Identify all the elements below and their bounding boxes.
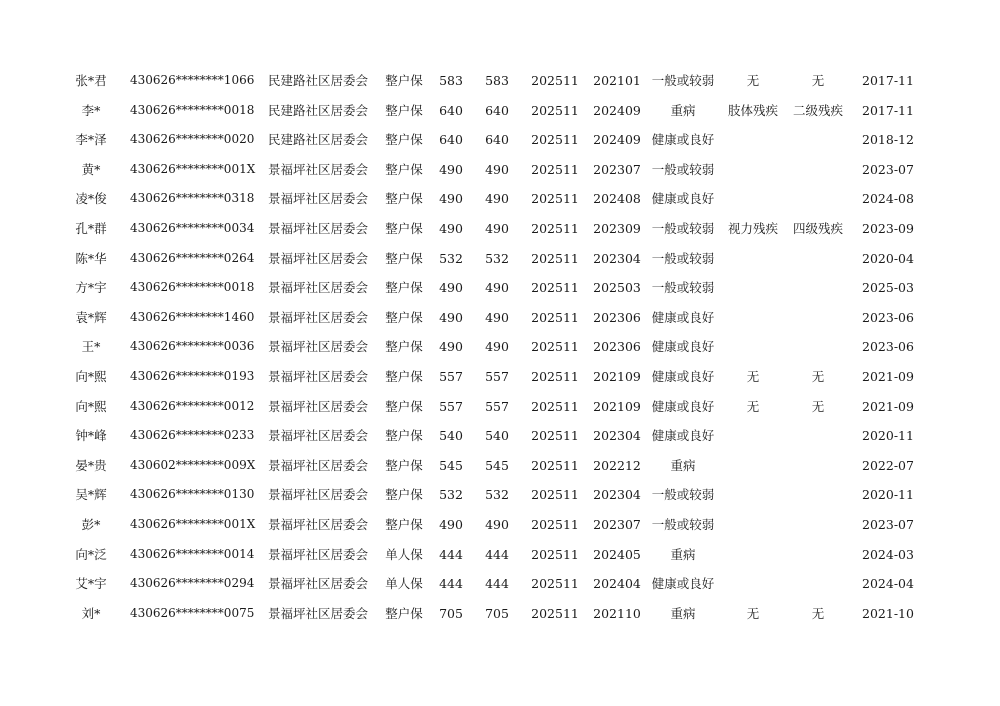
coverage-type-cell: 整户保 xyxy=(385,457,423,473)
community-cell: 景福坪社区居委会 xyxy=(267,220,368,236)
payment-amount-cell: 490 xyxy=(485,309,509,325)
disability-type-cell xyxy=(724,480,782,510)
health-status-cell: 重病 xyxy=(670,605,696,621)
disability-type-cell xyxy=(724,125,782,155)
community-cell: 景福坪社区居委会 xyxy=(267,428,368,444)
standard-amount-cell: 490 xyxy=(439,161,463,177)
approval-date-cell: 2020-11 xyxy=(862,428,914,444)
disability-level-cell xyxy=(788,451,848,481)
table-row xyxy=(0,244,1000,274)
community-cell: 景福坪社区居委会 xyxy=(267,339,368,355)
disability-type-cell xyxy=(724,421,782,451)
approval-date-cell: 2020-04 xyxy=(862,250,914,266)
pay-month-cell: 202511 xyxy=(531,368,579,384)
disability-level-cell xyxy=(788,421,848,451)
start-month-cell: 202212 xyxy=(593,457,641,473)
start-month-cell: 202109 xyxy=(593,368,641,384)
table-row xyxy=(0,599,1000,629)
table-row xyxy=(0,273,1000,303)
pay-month-cell: 202511 xyxy=(531,191,579,207)
coverage-type-cell: 整户保 xyxy=(385,102,423,118)
payment-amount-cell: 640 xyxy=(485,102,509,118)
community-cell: 民建路社区居委会 xyxy=(267,73,368,88)
standard-amount-cell: 545 xyxy=(439,457,463,473)
coverage-type-cell: 整户保 xyxy=(385,428,423,444)
approval-date-cell: 2024-04 xyxy=(862,576,914,592)
approval-date-cell: 2021-10 xyxy=(862,605,914,621)
standard-amount-cell: 490 xyxy=(439,339,463,355)
start-month-cell: 202304 xyxy=(593,428,641,444)
id-number-cell: 430602********009X xyxy=(130,457,256,472)
community-cell: 景福坪社区居委会 xyxy=(267,309,368,325)
disability-level-cell xyxy=(788,244,848,274)
pay-month-cell: 202511 xyxy=(531,102,579,118)
start-month-cell: 202309 xyxy=(593,220,641,236)
table-row xyxy=(0,125,1000,155)
community-cell: 景福坪社区居委会 xyxy=(267,368,368,384)
payment-amount-cell: 540 xyxy=(485,428,509,444)
community-cell: 景福坪社区居委会 xyxy=(267,487,368,503)
approval-date-cell: 2022-07 xyxy=(862,457,914,473)
standard-amount-cell: 640 xyxy=(439,132,463,148)
name-cell: 刘* xyxy=(81,605,101,621)
approval-date-cell: 2021-09 xyxy=(862,398,914,414)
start-month-cell: 202405 xyxy=(593,546,641,562)
community-cell: 景福坪社区居委会 xyxy=(267,191,368,207)
table-row xyxy=(0,392,1000,422)
id-number-cell: 430626********0193 xyxy=(130,368,255,383)
standard-amount-cell: 490 xyxy=(439,191,463,207)
health-status-cell: 健康或良好 xyxy=(651,339,715,355)
pay-month-cell: 202511 xyxy=(531,457,579,473)
start-month-cell: 202307 xyxy=(593,516,641,532)
disability-type-cell xyxy=(724,155,782,185)
table-row xyxy=(0,155,1000,185)
name-cell: 袁*辉 xyxy=(75,309,107,325)
id-number-cell: 430626********0034 xyxy=(130,220,255,235)
approval-date-cell: 2024-08 xyxy=(862,191,914,207)
payment-amount-cell: 557 xyxy=(485,398,509,414)
payment-amount-cell: 490 xyxy=(485,280,509,296)
pay-month-cell: 202511 xyxy=(531,428,579,444)
disability-level-cell xyxy=(788,540,848,570)
disability-type-cell xyxy=(724,273,782,303)
approval-date-cell: 2024-03 xyxy=(862,546,914,562)
coverage-type-cell: 整户保 xyxy=(385,516,423,532)
disability-type-cell xyxy=(724,451,782,481)
start-month-cell: 202306 xyxy=(593,339,641,355)
coverage-type-cell: 整户保 xyxy=(385,398,423,414)
pay-month-cell: 202511 xyxy=(531,250,579,266)
health-status-cell: 一般或较弱 xyxy=(651,487,715,503)
name-cell: 艾*宇 xyxy=(75,576,107,592)
pay-month-cell: 202511 xyxy=(531,546,579,562)
approval-date-cell: 2023-06 xyxy=(862,309,914,325)
payment-amount-cell: 490 xyxy=(485,191,509,207)
table-row xyxy=(0,96,1000,126)
disability-type-cell xyxy=(724,303,782,333)
standard-amount-cell: 540 xyxy=(439,428,463,444)
table-row xyxy=(0,569,1000,599)
start-month-cell: 202408 xyxy=(593,191,641,207)
health-status-cell: 一般或较弱 xyxy=(651,161,715,177)
approval-date-cell: 2023-09 xyxy=(862,220,914,236)
disability-level-cell xyxy=(788,510,848,540)
approval-date-cell: 2023-07 xyxy=(862,516,914,532)
pay-month-cell: 202511 xyxy=(531,605,579,621)
health-status-cell: 重病 xyxy=(670,457,696,473)
start-month-cell: 202409 xyxy=(593,132,641,148)
approval-date-cell: 2023-07 xyxy=(862,161,914,177)
community-cell: 景福坪社区居委会 xyxy=(267,250,368,266)
table-row xyxy=(0,362,1000,392)
payment-amount-cell: 532 xyxy=(485,250,509,266)
health-status-cell: 重病 xyxy=(670,546,696,562)
coverage-type-cell: 整户保 xyxy=(385,132,423,148)
table-row xyxy=(0,214,1000,244)
table-row xyxy=(0,540,1000,570)
disability-level-cell xyxy=(788,273,848,303)
pay-month-cell: 202511 xyxy=(531,220,579,236)
health-status-cell: 一般或较弱 xyxy=(651,250,715,266)
id-number-cell: 430626********1460 xyxy=(130,309,255,324)
pay-month-cell: 202511 xyxy=(531,339,579,355)
disability-level-cell xyxy=(788,480,848,510)
approval-date-cell: 2020-11 xyxy=(862,487,914,503)
payment-amount-cell: 583 xyxy=(485,73,509,88)
id-number-cell: 430626********0130 xyxy=(130,487,255,502)
id-number-cell: 430626********0233 xyxy=(130,428,255,443)
disability-level-cell xyxy=(788,569,848,599)
coverage-type-cell: 整户保 xyxy=(385,250,423,266)
coverage-type-cell: 整户保 xyxy=(385,309,423,325)
disability-type-cell: 无 xyxy=(746,605,760,621)
health-status-cell: 健康或良好 xyxy=(651,428,715,444)
id-number-cell: 430626********001X xyxy=(130,516,256,531)
id-number-cell: 430626********1066 xyxy=(130,73,255,87)
payment-amount-cell: 557 xyxy=(485,368,509,384)
name-cell: 孔*群 xyxy=(75,220,107,236)
standard-amount-cell: 490 xyxy=(439,516,463,532)
name-cell: 向*熙 xyxy=(75,398,107,414)
health-status-cell: 一般或较弱 xyxy=(651,73,715,88)
disability-type-cell: 肢体残疾 xyxy=(727,102,778,118)
community-cell: 民建路社区居委会 xyxy=(267,132,368,148)
table-row xyxy=(0,332,1000,362)
pay-month-cell: 202511 xyxy=(531,516,579,532)
community-cell: 景福坪社区居委会 xyxy=(267,516,368,532)
disability-level-cell xyxy=(788,125,848,155)
start-month-cell: 202110 xyxy=(593,605,641,621)
payment-amount-cell: 490 xyxy=(485,161,509,177)
id-number-cell: 430626********0018 xyxy=(130,102,255,117)
payment-amount-cell: 545 xyxy=(485,457,509,473)
payment-amount-cell: 640 xyxy=(485,132,509,148)
start-month-cell: 202503 xyxy=(593,280,641,296)
payment-amount-cell: 444 xyxy=(485,546,509,562)
pay-month-cell: 202511 xyxy=(531,132,579,148)
coverage-type-cell: 整户保 xyxy=(385,487,423,503)
disability-level-cell xyxy=(788,332,848,362)
pay-month-cell: 202511 xyxy=(531,576,579,592)
coverage-type-cell: 整户保 xyxy=(385,280,423,296)
table-row xyxy=(0,510,1000,540)
health-status-cell: 重病 xyxy=(670,102,696,118)
id-number-cell: 430626********0036 xyxy=(130,339,255,354)
id-number-cell: 430626********0318 xyxy=(130,191,255,206)
disability-level-cell: 无 xyxy=(811,368,825,384)
coverage-type-cell: 整户保 xyxy=(385,605,423,621)
disability-type-cell xyxy=(724,244,782,274)
health-status-cell: 一般或较弱 xyxy=(651,220,715,236)
name-cell: 吴*辉 xyxy=(75,487,107,503)
payment-amount-cell: 532 xyxy=(485,487,509,503)
payment-amount-cell: 705 xyxy=(485,605,509,621)
community-cell: 景福坪社区居委会 xyxy=(267,280,368,296)
coverage-type-cell: 整户保 xyxy=(385,220,423,236)
name-cell: 李*泽 xyxy=(75,132,107,148)
standard-amount-cell: 532 xyxy=(439,487,463,503)
start-month-cell: 202304 xyxy=(593,250,641,266)
name-cell: 李* xyxy=(81,102,101,118)
community-cell: 民建路社区居委会 xyxy=(267,102,368,118)
health-status-cell: 健康或良好 xyxy=(651,132,715,148)
id-number-cell: 430626********0264 xyxy=(130,250,255,265)
health-status-cell: 一般或较弱 xyxy=(651,280,715,296)
start-month-cell: 202307 xyxy=(593,161,641,177)
community-cell: 景福坪社区居委会 xyxy=(267,576,368,592)
name-cell: 向*泛 xyxy=(75,546,107,562)
data-table xyxy=(0,66,1000,628)
table-row xyxy=(0,480,1000,510)
table-row xyxy=(0,184,1000,214)
health-status-cell: 健康或良好 xyxy=(651,576,715,592)
standard-amount-cell: 490 xyxy=(439,220,463,236)
id-number-cell: 430626********0012 xyxy=(130,398,255,413)
start-month-cell: 202306 xyxy=(593,309,641,325)
standard-amount-cell: 557 xyxy=(439,368,463,384)
start-month-cell: 202409 xyxy=(593,102,641,118)
table-row xyxy=(0,66,1000,96)
pay-month-cell: 202511 xyxy=(531,73,579,88)
community-cell: 景福坪社区居委会 xyxy=(267,605,368,621)
health-status-cell: 健康或良好 xyxy=(651,309,715,325)
pay-month-cell: 202511 xyxy=(531,280,579,296)
start-month-cell: 202404 xyxy=(593,576,641,592)
coverage-type-cell: 单人保 xyxy=(385,576,423,592)
disability-type-cell xyxy=(724,569,782,599)
name-cell: 晏*贵 xyxy=(75,457,107,473)
standard-amount-cell: 532 xyxy=(439,250,463,266)
id-number-cell: 430626********0294 xyxy=(130,576,255,591)
standard-amount-cell: 490 xyxy=(439,280,463,296)
disability-type-cell: 无 xyxy=(746,368,760,384)
health-status-cell: 健康或良好 xyxy=(651,191,715,207)
id-number-cell: 430626********001X xyxy=(130,161,256,176)
community-cell: 景福坪社区居委会 xyxy=(267,398,368,414)
standard-amount-cell: 557 xyxy=(439,398,463,414)
id-number-cell: 430626********0020 xyxy=(130,132,255,147)
pay-month-cell: 202511 xyxy=(531,398,579,414)
payment-amount-cell: 490 xyxy=(485,220,509,236)
start-month-cell: 202101 xyxy=(593,73,641,88)
table-row xyxy=(0,451,1000,481)
name-cell: 钟*峰 xyxy=(75,428,107,444)
payment-amount-cell: 490 xyxy=(485,516,509,532)
id-number-cell: 430626********0018 xyxy=(130,280,255,295)
name-cell: 凌*俊 xyxy=(75,191,107,207)
payment-amount-cell: 444 xyxy=(485,576,509,592)
disability-type-cell xyxy=(724,540,782,570)
disability-type-cell xyxy=(724,510,782,540)
approval-date-cell: 2017-11 xyxy=(862,73,914,88)
start-month-cell: 202304 xyxy=(593,487,641,503)
health-status-cell: 健康或良好 xyxy=(651,368,715,384)
pay-month-cell: 202511 xyxy=(531,161,579,177)
standard-amount-cell: 640 xyxy=(439,102,463,118)
standard-amount-cell: 490 xyxy=(439,309,463,325)
id-number-cell: 430626********0014 xyxy=(130,546,255,561)
standard-amount-cell: 444 xyxy=(439,576,463,592)
approval-date-cell: 2025-03 xyxy=(862,280,914,296)
community-cell: 景福坪社区居委会 xyxy=(267,457,368,473)
disability-level-cell xyxy=(788,184,848,214)
disability-level-cell xyxy=(788,303,848,333)
health-status-cell: 一般或较弱 xyxy=(651,516,715,532)
id-number-cell: 430626********0075 xyxy=(130,605,255,620)
standard-amount-cell: 444 xyxy=(439,546,463,562)
coverage-type-cell: 整户保 xyxy=(385,161,423,177)
name-cell: 陈*华 xyxy=(75,250,107,266)
disability-type-cell xyxy=(724,332,782,362)
coverage-type-cell: 整户保 xyxy=(385,73,423,88)
approval-date-cell: 2017-11 xyxy=(862,102,914,118)
coverage-type-cell: 整户保 xyxy=(385,339,423,355)
name-cell: 黄* xyxy=(81,161,101,177)
disability-type-cell xyxy=(724,184,782,214)
disability-level-cell: 二级残疾 xyxy=(792,102,843,118)
approval-date-cell: 2023-06 xyxy=(862,339,914,355)
standard-amount-cell: 705 xyxy=(439,605,463,621)
name-cell: 张*君 xyxy=(75,73,107,88)
community-cell: 景福坪社区居委会 xyxy=(267,161,368,177)
disability-type-cell: 视力残疾 xyxy=(727,220,778,236)
start-month-cell: 202109 xyxy=(593,398,641,414)
name-cell: 彭* xyxy=(81,516,101,532)
disability-type-cell: 无 xyxy=(746,73,760,88)
name-cell: 方*宇 xyxy=(75,280,107,296)
name-cell: 向*熙 xyxy=(75,368,107,384)
approval-date-cell: 2018-12 xyxy=(862,132,914,148)
payment-amount-cell: 490 xyxy=(485,339,509,355)
coverage-type-cell: 单人保 xyxy=(385,546,423,562)
coverage-type-cell: 整户保 xyxy=(385,368,423,384)
table-row xyxy=(0,303,1000,333)
community-cell: 景福坪社区居委会 xyxy=(267,546,368,562)
standard-amount-cell: 583 xyxy=(439,73,463,88)
table-row xyxy=(0,421,1000,451)
disability-level-cell: 四级残疾 xyxy=(792,220,843,236)
disability-type-cell: 无 xyxy=(746,398,760,414)
health-status-cell: 健康或良好 xyxy=(651,398,715,414)
disability-level-cell: 无 xyxy=(811,398,825,414)
disability-level-cell: 无 xyxy=(811,605,825,621)
coverage-type-cell: 整户保 xyxy=(385,191,423,207)
disability-level-cell xyxy=(788,155,848,185)
approval-date-cell: 2021-09 xyxy=(862,368,914,384)
name-cell: 王* xyxy=(81,339,101,355)
pay-month-cell: 202511 xyxy=(531,309,579,325)
pay-month-cell: 202511 xyxy=(531,487,579,503)
disability-level-cell: 无 xyxy=(811,73,825,88)
